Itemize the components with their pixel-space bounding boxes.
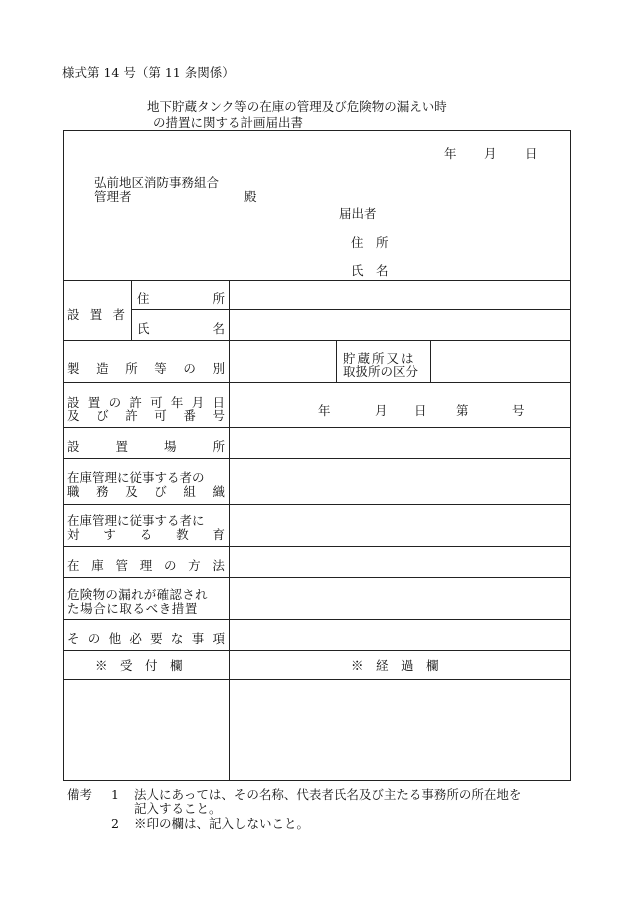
installer-label: 設 置 者	[67, 307, 125, 322]
notifier-address-label: 住 所	[351, 235, 389, 250]
notifier-name-label: 氏 名	[351, 263, 389, 278]
storage-class-line-2: 取扱所の区分	[343, 364, 419, 379]
permit-label-line-1: 設 置 の 許 可 年 月 日	[67, 395, 225, 410]
header-month-label: 月	[484, 146, 497, 161]
note-1-line-1: 法人にあっては、その名称、代表者氏名及び主たる事務所の所在地を	[134, 787, 522, 802]
permit-day-label: 日	[414, 403, 427, 418]
reception-header: ※ 受 付 欄	[95, 658, 183, 673]
location-label: 設 置 場 所	[67, 439, 225, 454]
storage-class-label	[343, 352, 418, 378]
notifier-label: 届出者	[339, 206, 377, 221]
note-2-text: ※印の欄は、記入しないこと。	[134, 816, 310, 831]
note-2-number: 2	[111, 816, 119, 831]
edu-label-line-2: 対 す る 教 育	[67, 527, 225, 542]
addressee-line-2: 管理者	[94, 189, 132, 204]
storage-class-line-1: 貯蔵所又は	[343, 351, 416, 366]
form-number: 様式第 14 号（第 11 条関係）	[62, 65, 235, 80]
header-year-label: 年	[444, 146, 457, 161]
title-line-2: の措置に関する計画届出書	[153, 115, 304, 130]
permit-go-label: 号	[512, 403, 525, 418]
note-1-line-2: 記入すること。	[134, 801, 222, 816]
addressee-line-1: 弘前地区消防事務組合	[94, 175, 220, 190]
notes-label: 備考	[67, 787, 93, 802]
leak-label-line-2: た場合に取るべき措置	[67, 601, 199, 616]
progress-header: ※ 経 過 欄	[351, 658, 439, 673]
permit-dai-label: 第	[456, 403, 469, 418]
installer-name-label: 氏 名	[137, 321, 225, 336]
staff-label-line-1: 在庫管理に従事する者の	[67, 470, 205, 485]
method-label: 在 庫 管 理 の 方 法	[67, 558, 225, 573]
edu-label-line-1: 在庫管理に従事する者に	[67, 513, 205, 528]
honorific: 殿	[244, 189, 257, 204]
staff-label-line-2: 職 務 及 び 組 織	[67, 484, 225, 499]
leak-label-line-1: 危険物の漏れが確認され	[67, 587, 208, 602]
permit-month-label: 月	[375, 403, 388, 418]
facility-type-label: 製 造 所 等 の 別	[67, 361, 225, 376]
permit-year-label: 年	[318, 403, 331, 418]
installer-address-label: 住 所	[137, 291, 225, 306]
title-line-1: 地下貯蔵タンク等の在庫の管理及び危険物の漏えい時	[147, 99, 447, 114]
note-1-number: 1	[111, 787, 119, 802]
permit-label-line-2: 及 び 許 可 番 号	[67, 408, 225, 423]
header-day-label: 日	[525, 146, 538, 161]
other-label: そ の 他 必 要 な 事 項	[67, 631, 225, 646]
